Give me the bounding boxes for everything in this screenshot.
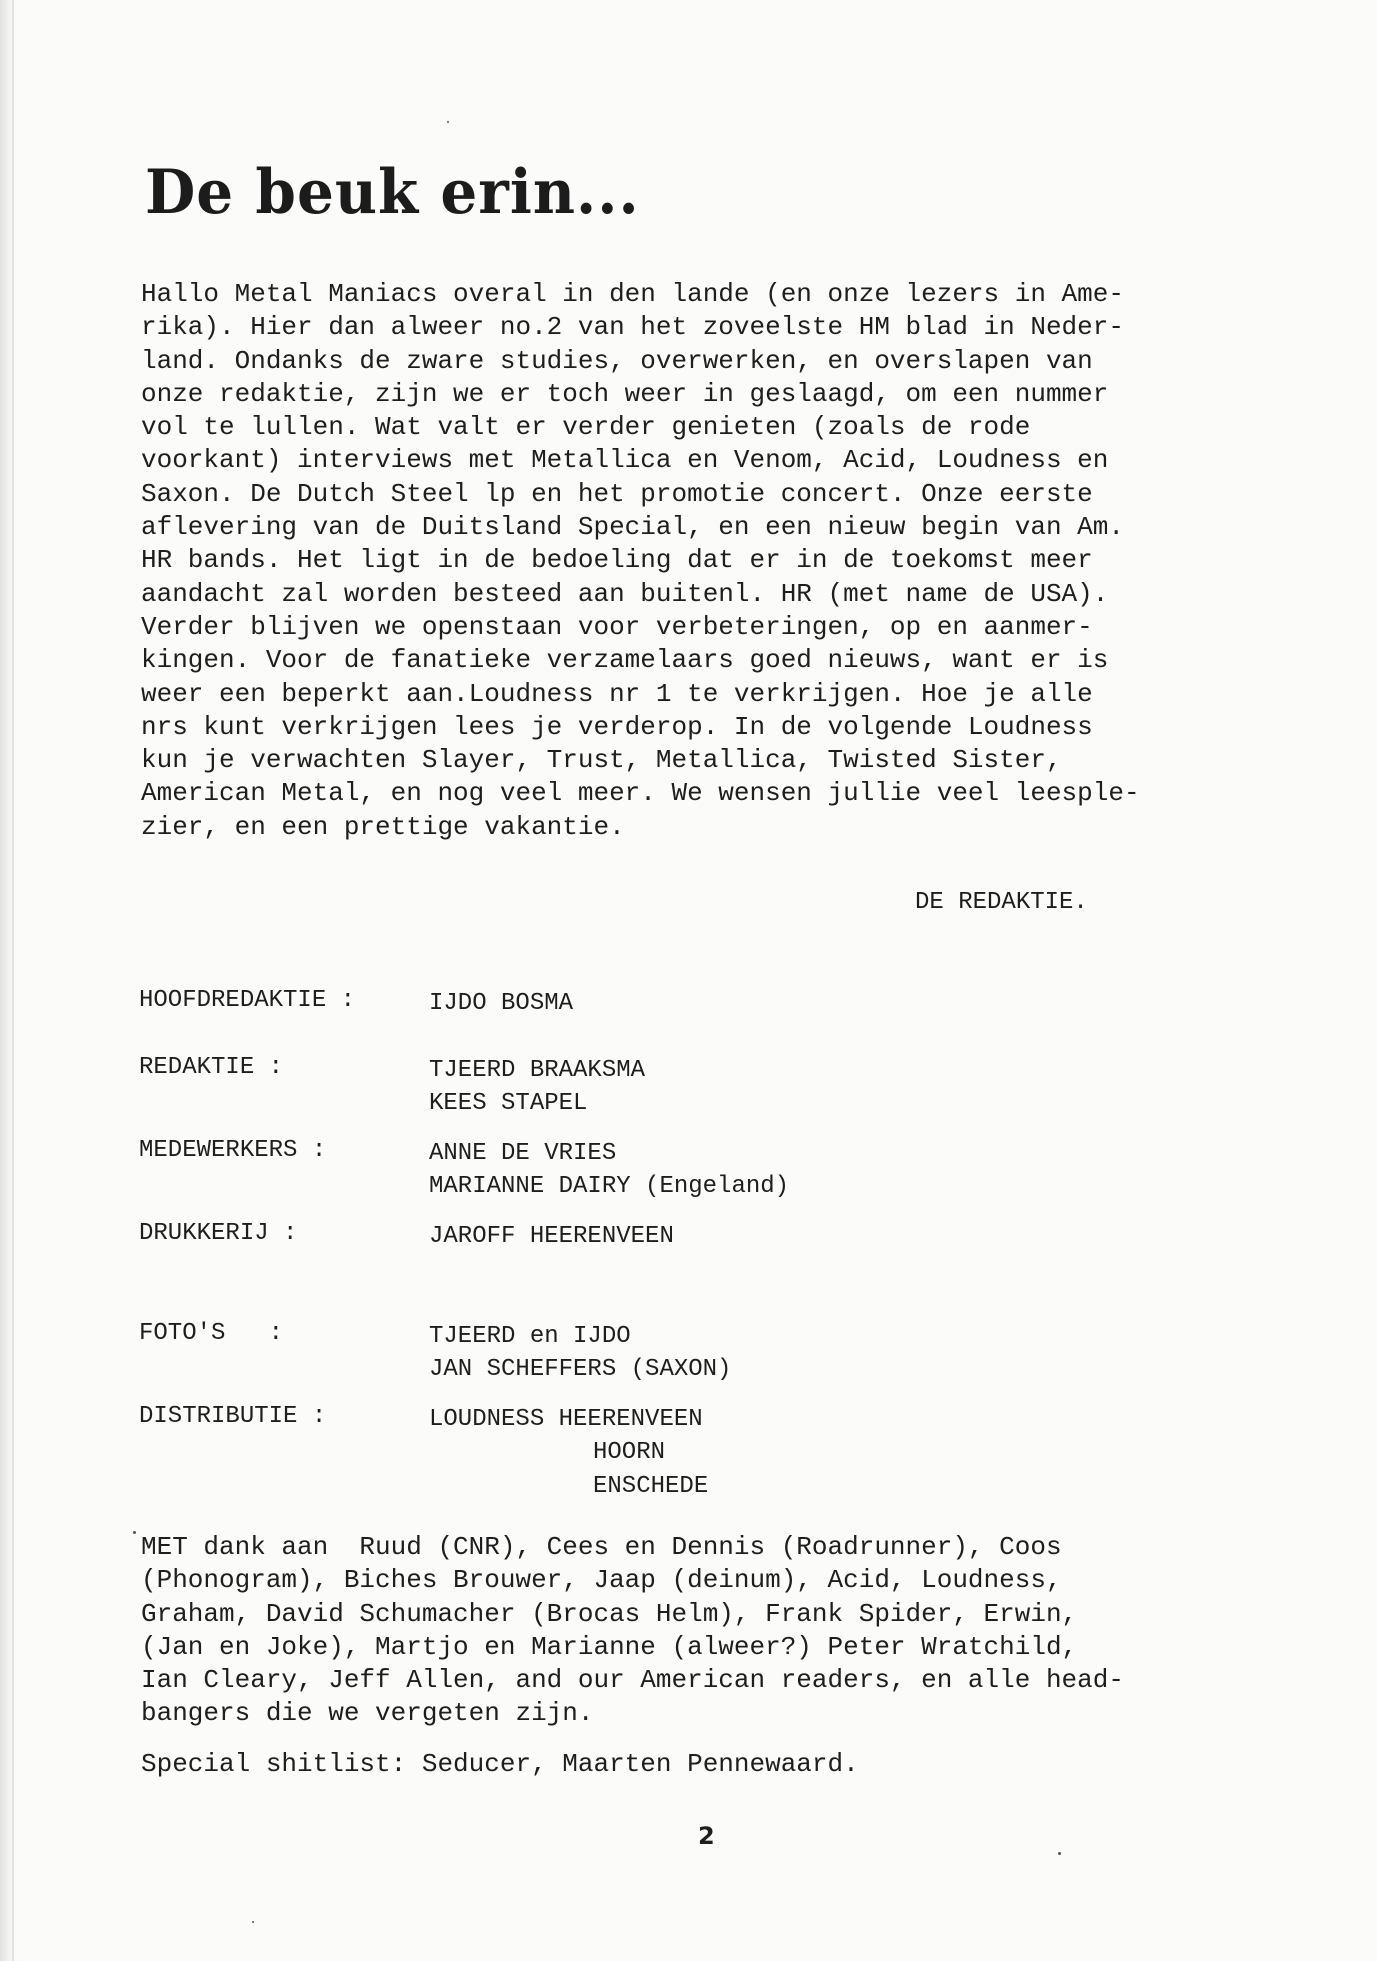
intro-line: aandacht zal worden besteed aan buitenl. HR (met name de USA). — [141, 578, 1109, 609]
intro-line: American Metal, en nog veel meer. We wensen jullie veel leesple- — [141, 778, 1140, 809]
credit-label: DRUKKERIJ : — [139, 1220, 298, 1247]
page-number: 2 — [698, 1822, 715, 1850]
credit-label: FOTO'S : — [139, 1320, 284, 1347]
credit-value: ENSCHEDE — [593, 1472, 709, 1500]
thanks-line: (Phonogram), Biches Brouwer, Jaap (deinum), Acid, Loudness, — [141, 1565, 1062, 1596]
credit-values — [429, 1220, 674, 1253]
intro-text — [141, 278, 1291, 844]
credit-value: IJDO BOSMA — [429, 990, 574, 1017]
thanks-text — [141, 1531, 1291, 1731]
intro-line: Saxon. De Dutch Steel lp en het promotie concert. Onze eerste — [141, 478, 1093, 509]
credit-values — [429, 987, 573, 1020]
intro-line: weer een beperkt aan.Loudness nr 1 te verkrijgen. Hoe je alle — [141, 678, 1093, 709]
intro-line: aflevering van de Duitsland Special, en een nieuw begin van Am. — [141, 512, 1124, 543]
credit-value: KEES STAPEL — [429, 1090, 588, 1118]
intro-line: nrs kunt verkrijgen lees je verderop. In de volgende Loudness — [141, 711, 1093, 742]
credit-value: MARIANNE DAIRY (Engeland) — [429, 1173, 790, 1201]
intro-line: voorkant) interviews met Metallica en Venom, Acid, Loudness en — [141, 445, 1109, 476]
signoff: DE REDAKTIE. — [915, 889, 1088, 916]
credit-values — [429, 1320, 731, 1387]
thanks-line: Ian Cleary, Jeff Allen, and our American readers, en alle head- — [141, 1665, 1124, 1696]
shitlist-line: Special shitlist: Seducer, Maarten Pennewaard. — [141, 1749, 859, 1779]
intro-line: kun je verwachten Slayer, Trust, Metallica, Twisted Sister, — [141, 745, 1062, 776]
intro-line: land. Ondanks de zware studies, overwerken, en overslapen van — [141, 345, 1093, 376]
intro-line: Verder blijven we openstaan voor verbeteringen, op en aanmer- — [141, 611, 1093, 642]
intro-line: HR bands. Het ligt in de bedoeling dat er in de toekomst meer — [141, 545, 1093, 576]
ink-speck — [252, 1921, 254, 1923]
credit-values — [429, 1403, 708, 1503]
thanks-line: bangers die we vergeten zijn. — [141, 1698, 594, 1729]
thanks-line: MET dank aan Ruud (CNR), Cees en Dennis (Roadrunner), Coos — [141, 1532, 1062, 1562]
credit-values — [429, 1137, 789, 1204]
credit-values — [429, 1054, 645, 1121]
credit-label: REDAKTIE : — [139, 1054, 284, 1081]
intro-line: vol te lullen. Wat valt er verder genieten (zoals de rode — [141, 412, 1031, 443]
credit-value: JAROFF HEERENVEEN — [429, 1223, 674, 1250]
credit-value: JAN SCHEFFERS (SAXON) — [429, 1356, 732, 1384]
credit-value: HOORN — [593, 1439, 666, 1467]
credit-value: TJEERD en IJDO — [429, 1323, 631, 1350]
ink-speck — [447, 121, 449, 123]
thanks-line: (Jan en Joke), Martjo en Marianne (alweer?) Peter Wratchild, — [141, 1631, 1078, 1662]
credit-label: DISTRIBUTIE : — [139, 1403, 327, 1430]
ink-speck — [1058, 1852, 1061, 1855]
thanks-line: Graham, David Schumacher (Brocas Helm), Frank Spider, Erwin, — [141, 1598, 1078, 1629]
credit-value: ANNE DE VRIES — [429, 1140, 617, 1167]
intro-line: kingen. Voor de fanatieke verzamelaars goed nieuws, want er is — [141, 645, 1109, 676]
page-title: De beuk erin... — [145, 156, 640, 228]
credit-value: TJEERD BRAAKSMA — [429, 1057, 646, 1084]
intro-line: zier, en een prettige vakantie. — [141, 811, 625, 842]
intro-line: onze redaktie, zijn we er toch weer in geslaagd, om een nummer — [141, 378, 1109, 409]
credit-value: LOUDNESS HEERENVEEN — [429, 1406, 703, 1433]
page-edge-shadow — [12, 0, 14, 1961]
credit-label: MEDEWERKERS : — [139, 1137, 327, 1164]
ink-speck — [133, 1531, 136, 1534]
intro-line: rika). Hier dan alweer no.2 van het zoveelste HM blad in Neder- — [141, 312, 1124, 343]
credit-label: HOOFDREDAKTIE : — [139, 987, 356, 1014]
intro-line: Hallo Metal Maniacs overal in den lande (en onze lezers in Ame- — [141, 279, 1124, 309]
